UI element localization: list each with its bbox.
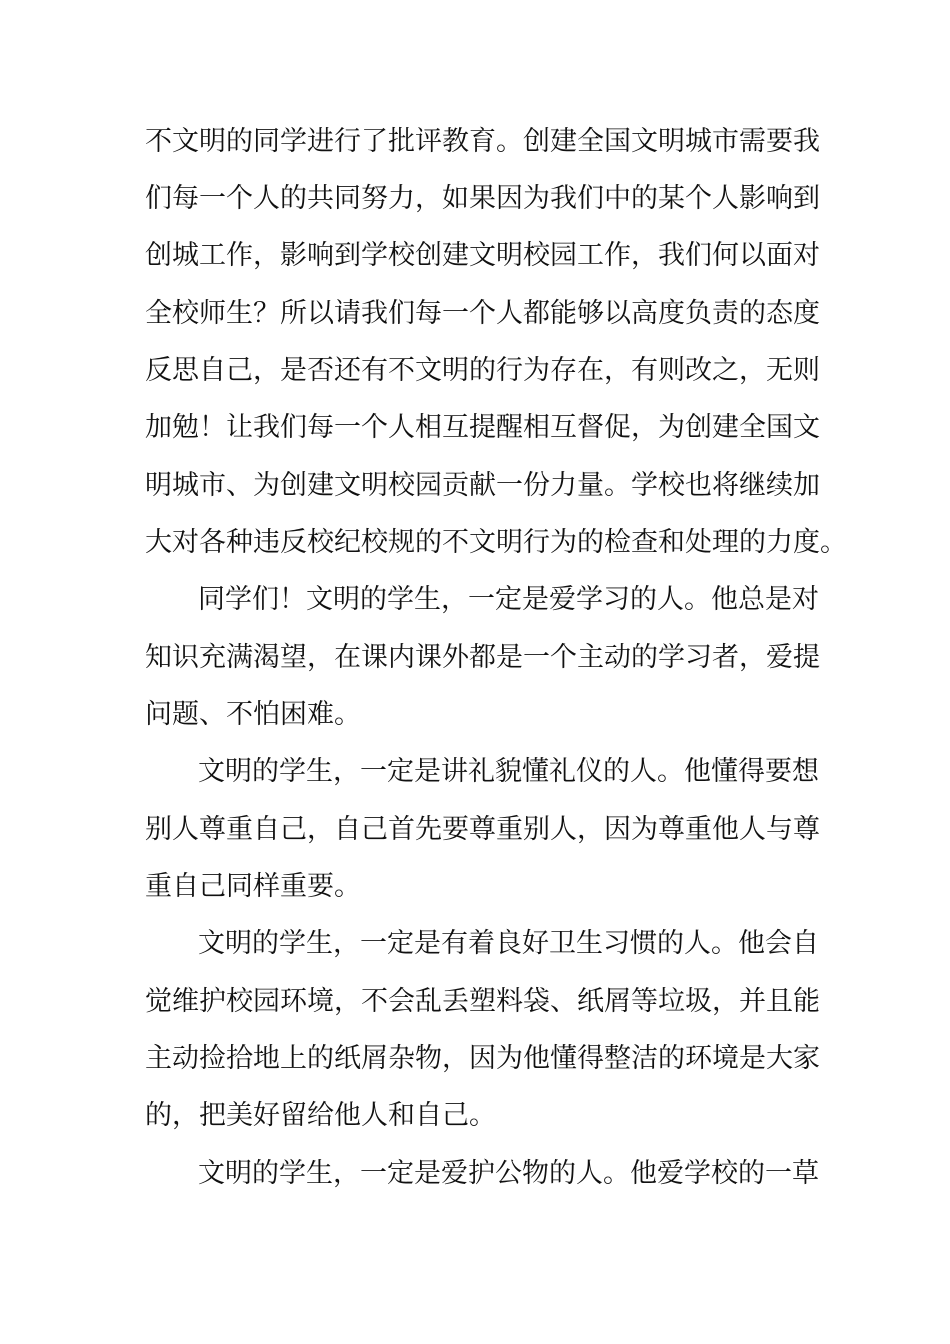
text-line: 的，把美好留给他人和自己。 xyxy=(145,1100,496,1131)
text-line: 大对各种违反校纪校规的不文明行为的检查和处理的力度。 xyxy=(145,527,847,558)
paragraph-first-line: 文明的学生，一定是爱护公物的人。他爱学校的一草 xyxy=(198,1158,819,1189)
text-line: 加勉！让我们每一个人相互提醒相互督促，为创建全国文 xyxy=(145,412,820,443)
text-line: 创城工作，影响到学校创建文明校园工作，我们何以面对 xyxy=(145,240,820,271)
text-line: 反思自己，是否还有不文明的行为存在，有则改之，无则 xyxy=(145,355,820,386)
text-line: 别人尊重自己，自己首先要尊重别人，因为尊重他人与尊 xyxy=(145,814,820,845)
paragraph-first-line: 文明的学生，一定是有着良好卫生习惯的人。他会自 xyxy=(198,928,819,959)
text-line: 重自己同样重要。 xyxy=(145,871,361,902)
text-line: 觉维护校园环境，不会乱丢塑料袋、纸屑等垃圾，并且能 xyxy=(145,986,820,1017)
text-line: 不文明的同学进行了批评教育。创建全国文明城市需要我 xyxy=(145,126,820,157)
text-line: 们每一个人的共同努力，如果因为我们中的某个人影响到 xyxy=(145,183,820,214)
text-line: 知识充满渴望，在课内课外都是一个主动的学习者，爱提 xyxy=(145,642,820,673)
paragraph-first-line: 文明的学生，一定是讲礼貌懂礼仪的人。他懂得要想 xyxy=(198,756,819,787)
text-line: 明城市、为创建文明校园贡献一份力量。学校也将继续加 xyxy=(145,470,820,501)
text-line: 主动捡拾地上的纸屑杂物，因为他懂得整洁的环境是大家 xyxy=(145,1043,820,1074)
paragraph-first-line: 同学们！文明的学生，一定是爱学习的人。他总是对 xyxy=(198,584,819,615)
text-line: 全校师生？所以请我们每一个人都能够以高度负责的态度 xyxy=(145,298,820,329)
text-line: 问题、不怕困难。 xyxy=(145,699,361,730)
